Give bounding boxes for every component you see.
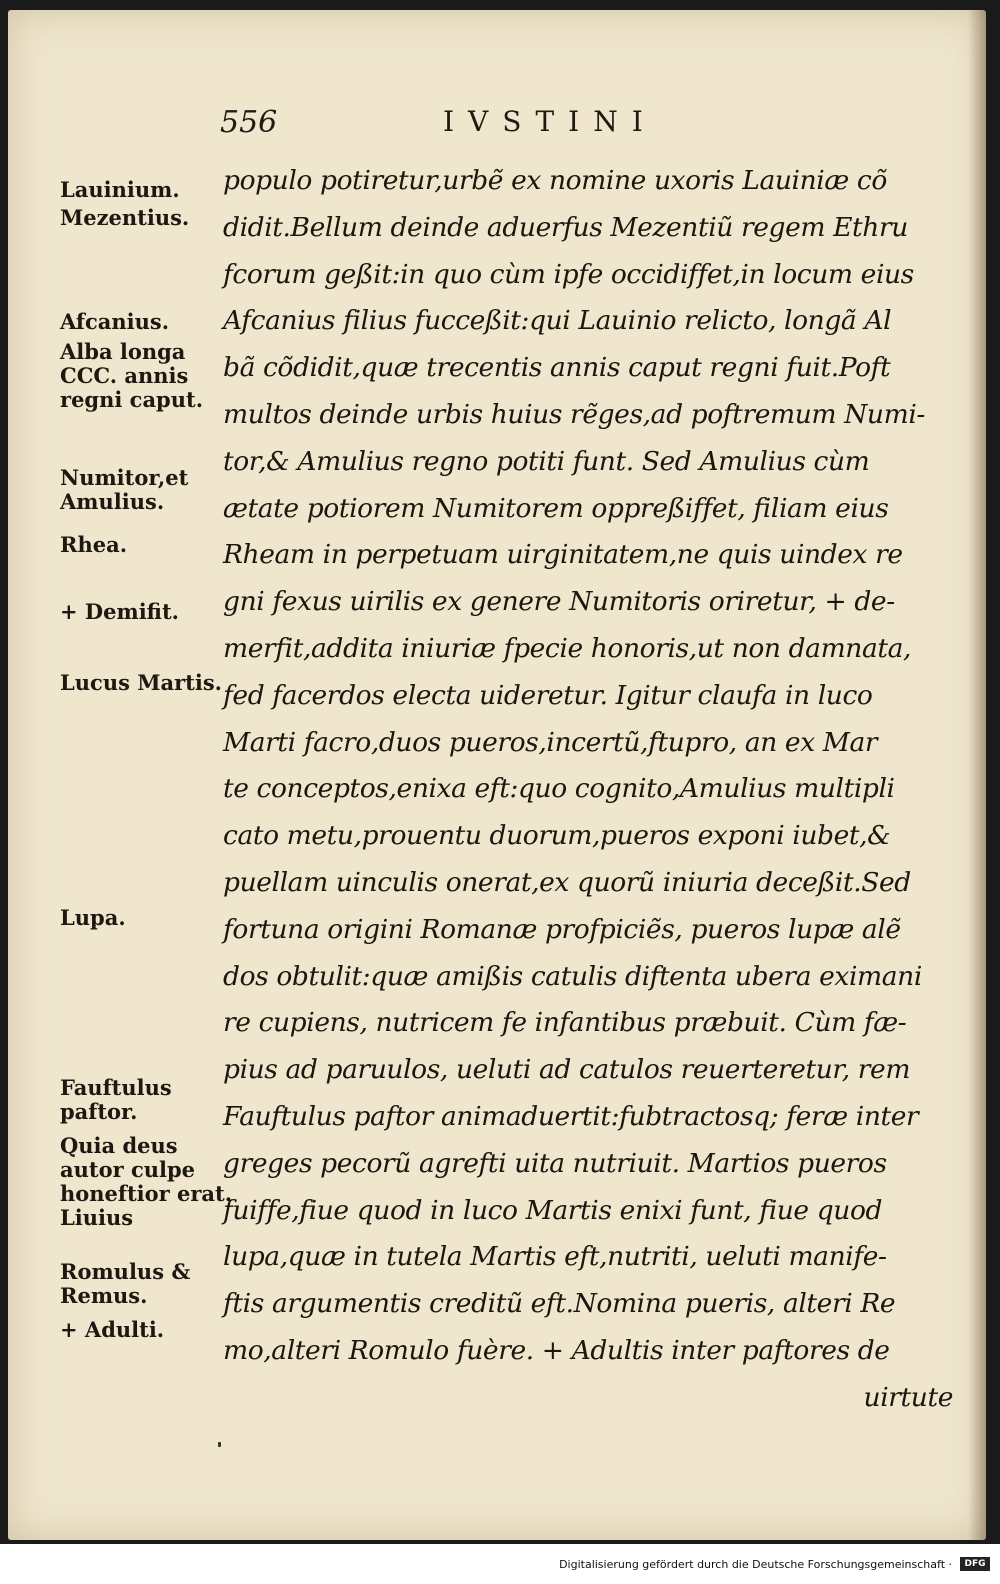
margin-note: Afcanius. (60, 309, 169, 334)
text-line: populo potiretur,urbẽ ex nomine uxoris Lauiniæ cõ (223, 165, 887, 196)
text-line: puellam uinculis onerat,ex quorũ iniuria deceßit.Sed (223, 866, 911, 898)
margin-note: Numitor,et Amulius. (60, 465, 189, 514)
margin-note: Quia deus autor culpe honeftior erat. Liuius (60, 1133, 233, 1230)
margin-note: Mezentius. (60, 205, 190, 230)
text-line: Afcanius filius fucceßit:qui Lauinio relicto, longã Al (223, 305, 892, 337)
text-line: pius ad paruulos, ueluti ad catulos reuerteretur, rem (223, 1054, 911, 1086)
text-line: merfit,addita iniuriæ fpecie honoris,ut non damnata, (223, 632, 912, 664)
page-header (8, 105, 986, 145)
ink-speck (218, 1442, 221, 1447)
text-line: re cupiens, nutricem fe infantibus præbuit. Cùm fæ- (223, 1007, 907, 1039)
text-line: fed facerdos electa uideretur. Igitur claufa in luco (223, 679, 873, 711)
margin-note: Alba longa CCC. annis regni caput. (60, 339, 204, 412)
text-line: Marti facro,duos pueros,incertũ,ftupro, an ex Mar (223, 726, 878, 758)
text-line: fcorum geßit:in quo cùm ipfe occidiffet,in locum eius (223, 258, 914, 290)
margin-note: Rhea. (60, 532, 127, 557)
text-line: ftis argumentis creditũ eft.Nomina pueris, alteri Re (223, 1288, 896, 1320)
margin-notes (60, 168, 245, 1368)
margin-note: Lupa. (60, 905, 126, 930)
margin-note: + Adulti. (60, 1317, 165, 1342)
text-line: gni fexus uirilis ex genere Numitoris oriretur, + de- (223, 586, 895, 618)
text-line: te conceptos,enixa eft:quo cognito,Amulius multipli (223, 773, 895, 805)
dfg-logo-icon: DFG (960, 1557, 990, 1571)
catchword: uirtute (863, 1381, 953, 1413)
page-number: 556 (220, 105, 278, 140)
main-text (223, 158, 963, 1422)
text-line: fortuna origini Romanæ profpiciẽs, pueros lupæ alẽ (223, 913, 901, 945)
text-line: fuiffe,fiue quod in luco Martis enixi funt, fiue quod (223, 1194, 883, 1226)
text-line: bã cõdidit,quæ trecentis annis caput regni fuit.Poft (223, 352, 891, 384)
margin-note: Romulus & Remus. (60, 1259, 191, 1308)
text-line: Rheam in perpetuam uirginitatem,ne quis uindex re (223, 539, 903, 571)
running-title: IVSTINI (443, 105, 657, 138)
text-line: mo,alteri Romulo fuère. + Adultis inter paftores de (223, 1334, 890, 1366)
book-page (8, 10, 986, 1540)
text-line: Fauftulus paftor animaduertit:fubtractosq; feræ inter (223, 1100, 919, 1132)
text-line: tor,& Amulius regno potiti funt. Sed Amulius cùm (223, 445, 870, 477)
margin-note: + Demifit. (60, 599, 179, 624)
margin-note: Lucus Martis. (60, 670, 222, 695)
text-line: multos deinde urbis huius rẽges,ad poftremum Numi- (223, 398, 925, 430)
text-line: ætate potiorem Numitorem oppreßiffet, filiam eius (223, 492, 889, 524)
funding-credit: Digitalisierung gefördert durch die Deutsche Forschungsgemeinschaft · (559, 1558, 952, 1571)
text-line: lupa,quæ in tutela Martis eft,nutriti, ueluti manife- (223, 1241, 887, 1273)
margin-note: Lauinium. (60, 177, 180, 202)
text-line: didit.Bellum deinde aduerfus Mezentiũ regem Ethru (223, 211, 908, 243)
text-line: dos obtulit:quæ amißis catulis diftenta ubera eximani (223, 960, 922, 992)
text-line: cato metu,prouentu duorum,pueros exponi iubet,& (223, 820, 891, 852)
margin-note: Fauftulus paftor. (60, 1075, 172, 1124)
footer-bar (0, 1544, 1000, 1584)
text-line: greges pecorũ agrefti uita nutriuit. Martios pueros (223, 1147, 887, 1179)
